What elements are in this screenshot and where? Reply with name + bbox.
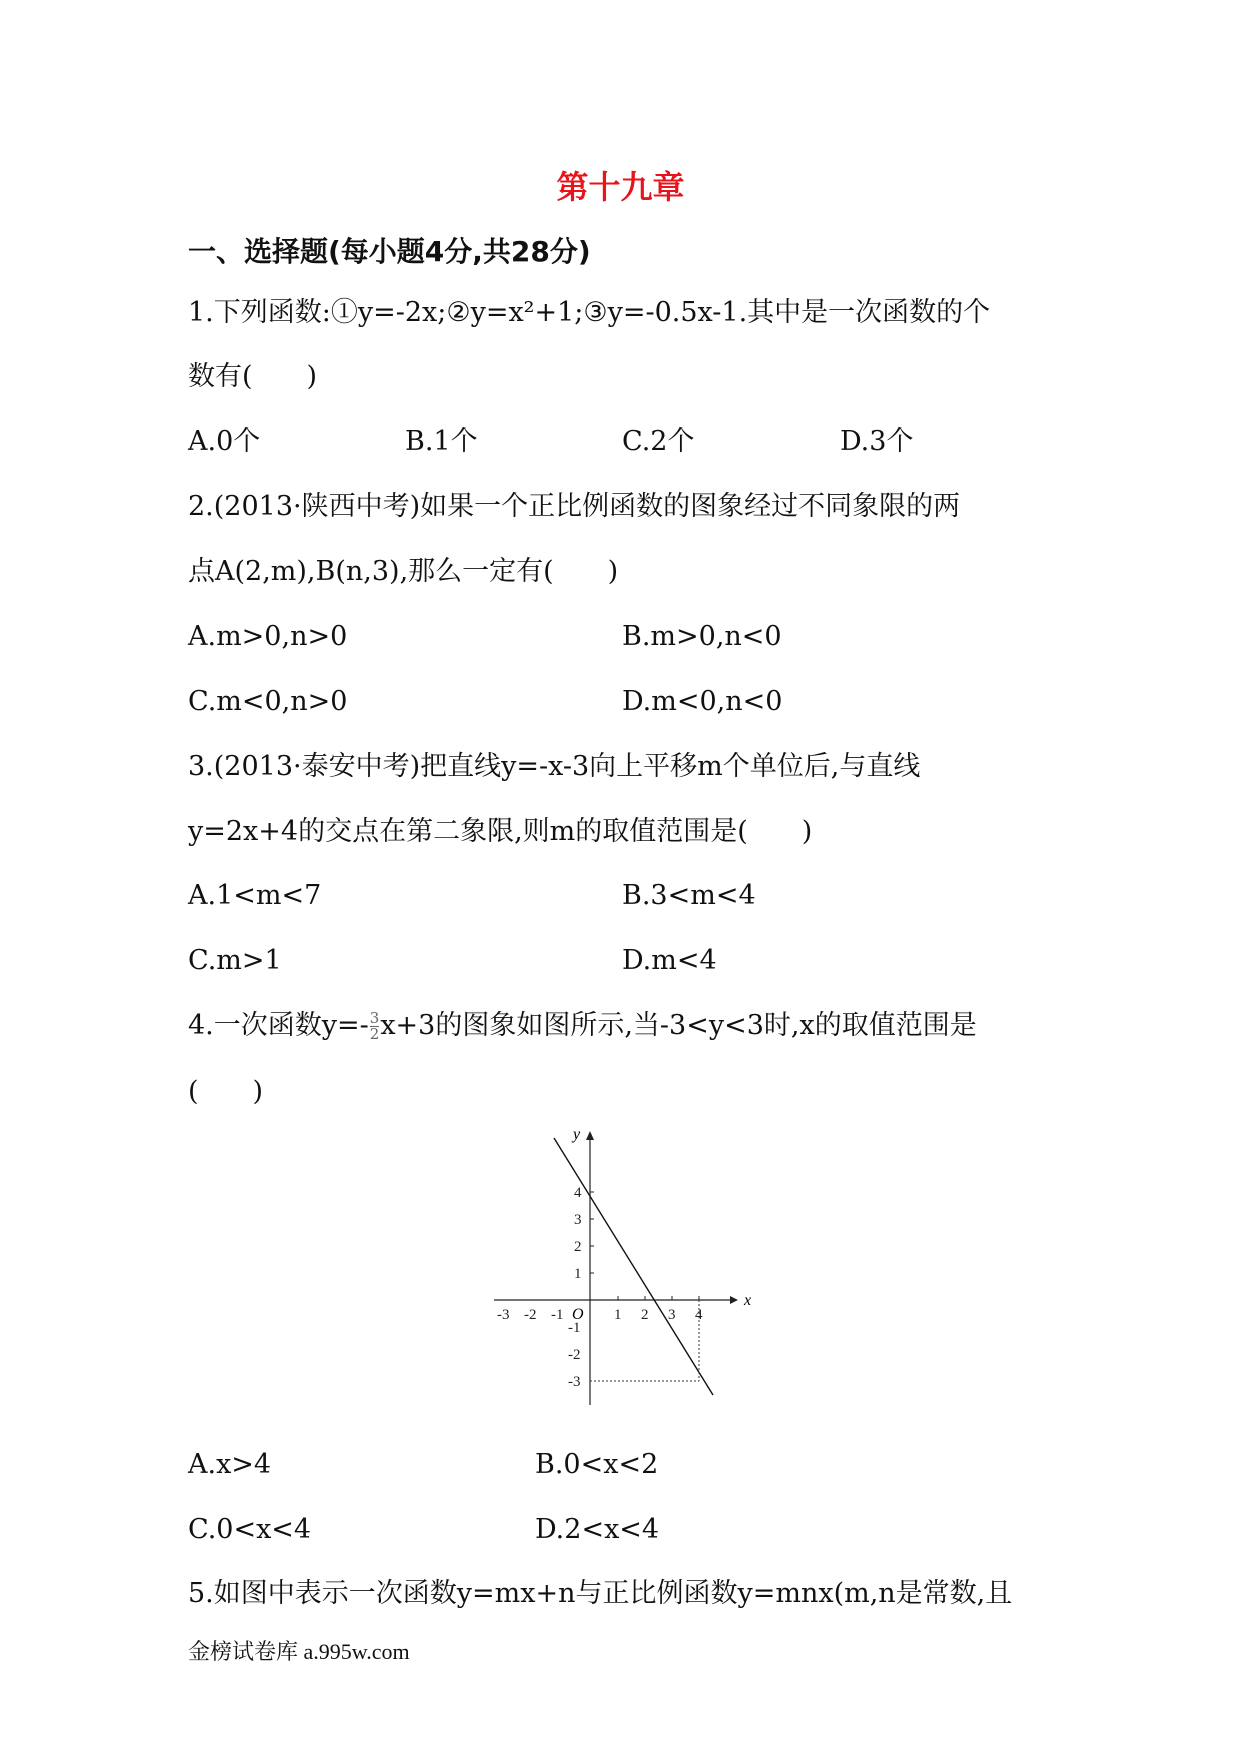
q2-option-b: B.m>0,n<0	[622, 621, 782, 652]
x-tick-label: 1	[614, 1307, 622, 1323]
q3-option-d: D.m<4	[622, 945, 717, 976]
q4-option-b: B.0<x<2	[535, 1449, 659, 1480]
x-axis-arrow	[730, 1296, 738, 1304]
q4-line2: ( )	[188, 1076, 264, 1107]
q1-option-c: C.2个	[622, 426, 695, 457]
y-tick-label: 2	[574, 1239, 582, 1255]
footer-source: 金榜试卷库 a.995w.com	[188, 1639, 410, 1664]
q4-line1	[188, 1010, 977, 1042]
q4-option-c: C.0<x<4	[188, 1514, 312, 1545]
x-tick-label: -1	[551, 1307, 564, 1323]
q3-line1: 3.(2013·泰安中考)把直线y=-x-3向上平移m个单位后,与直线	[188, 751, 921, 782]
q2-line1: 2.(2013·陕西中考)如果一个正比例函数的图象经过不同象限的两	[188, 491, 961, 522]
x-tick-label: -2	[524, 1307, 537, 1323]
q1-option-a: A.0个	[188, 426, 261, 457]
y-tick-label: 4	[574, 1185, 582, 1201]
q2-option-d: D.m<0,n<0	[622, 686, 783, 717]
q3-option-b: B.3<m<4	[622, 880, 756, 911]
q4-option-d: D.2<x<4	[535, 1514, 660, 1545]
q5-line1: 5.如图中表示一次函数y=mx+n与正比例函数y=mnx(m,n是常数,且	[188, 1578, 1013, 1609]
x-tick-label: 2	[641, 1307, 649, 1323]
q4-line1-prefix: 4.一次函数y=-	[188, 1010, 369, 1041]
q3-option-a: A.1<m<7	[188, 880, 322, 911]
q3-option-c: C.m>1	[188, 945, 282, 976]
y-tick-label: -1	[568, 1320, 581, 1336]
q1-line1: 1.下列函数:①y=-2x;②y=x²+1;③y=-0.5x-1.其中是一次函数的个	[188, 297, 991, 328]
y-axis-arrow	[586, 1131, 594, 1140]
q4-graph	[480, 1125, 760, 1405]
q4-fraction	[370, 1011, 380, 1042]
x-axis-label: x	[744, 1292, 752, 1309]
q2-option-c: C.m<0,n>0	[188, 686, 348, 717]
q2-option-a: A.m>0,n>0	[188, 621, 348, 652]
y-tick-label: -3	[568, 1374, 581, 1390]
y-tick-label: -2	[568, 1347, 581, 1363]
x-tick-label: 4	[695, 1307, 703, 1323]
q1-option-b: B.1个	[405, 426, 478, 457]
q4-frac-den: 2	[369, 1025, 380, 1043]
q4-line1-suffix: x+3的图象如图所示,当-3<y<3时,x的取值范围是	[380, 1010, 977, 1041]
x-tick-label: -3	[497, 1307, 510, 1323]
q2-line2: 点A(2,m),B(n,3),那么一定有( )	[188, 556, 619, 587]
q3-line2: y=2x+4的交点在第二象限,则m的取值范围是( )	[188, 816, 813, 847]
y-tick-label: 1	[574, 1266, 582, 1282]
q4-frac-num: 3	[369, 1009, 380, 1027]
x-tick-label: 3	[668, 1307, 676, 1323]
q4-option-a: A.x>4	[188, 1449, 272, 1480]
q1-line2: 数有( )	[188, 361, 318, 392]
chapter-title: 第十九章	[556, 168, 685, 206]
y-tick-label: 3	[574, 1212, 582, 1228]
section-title: 一、选择题(每小题4分,共28分)	[188, 235, 591, 268]
q1-option-d: D.3个	[840, 426, 914, 457]
y-axis-label: y	[573, 1126, 581, 1143]
origin-label: O	[572, 1306, 584, 1323]
